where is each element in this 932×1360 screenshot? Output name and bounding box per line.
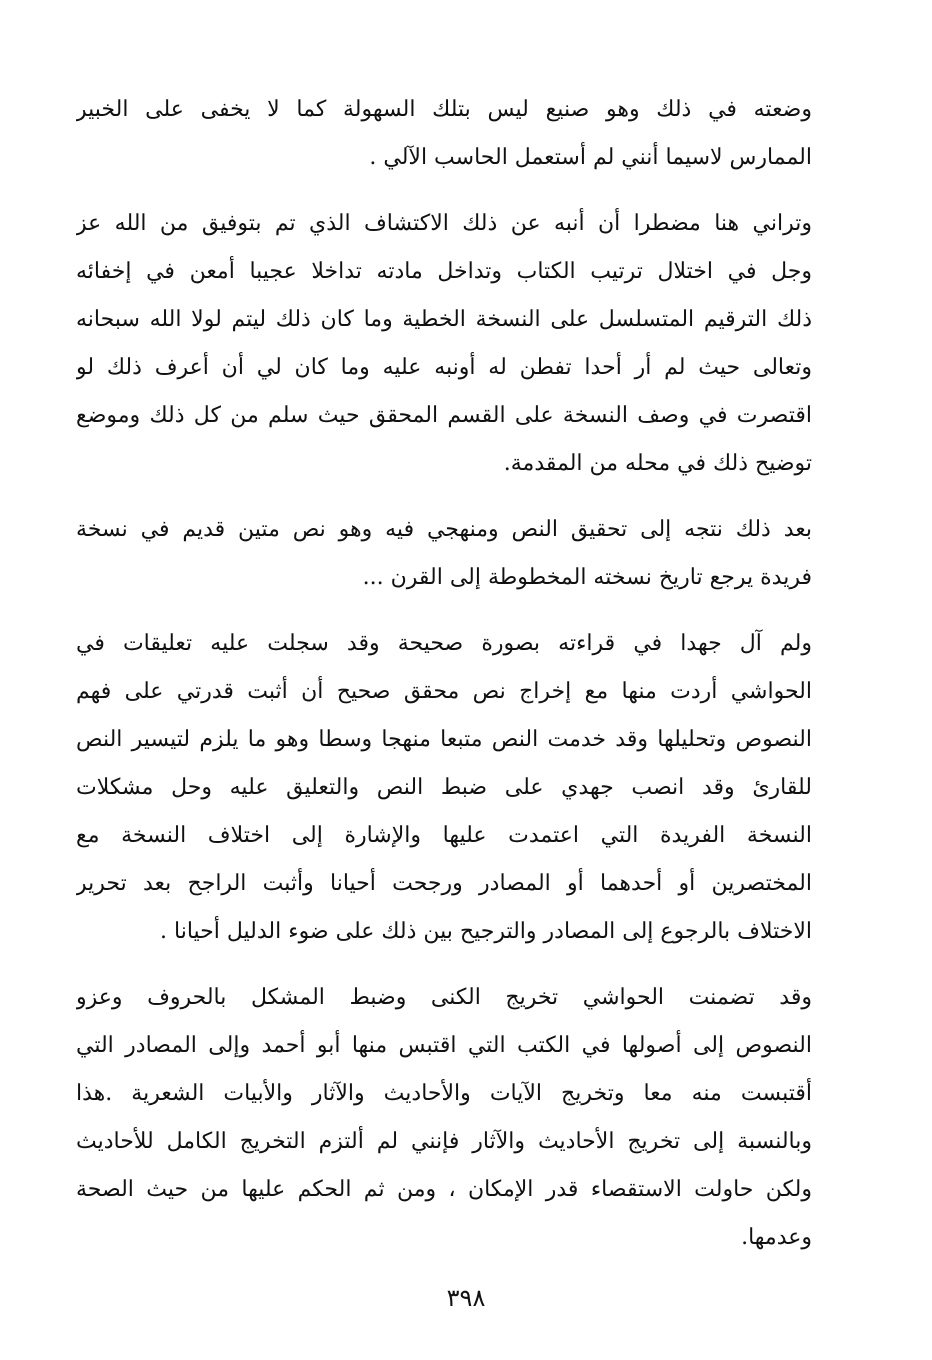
page-body <box>76 86 812 1286</box>
text-line: وجل في اختلال ترتيب الكتاب وتداخل مادته تداخلا عجيبا أمعن في إخفائه <box>76 259 812 284</box>
text-line: النسخة الفريدة التي اعتمدت عليها والإشارة إلى اختلاف النسخة مع <box>76 823 812 848</box>
paragraph-4 <box>76 620 812 956</box>
text-line: فريدة يرجع تاريخ نسخته المخطوطة إلى القرن ... <box>362 565 812 590</box>
text-line: للقارئ وقد انصب جهدي على ضبط النص والتعليق عليه وحل مشكلات <box>76 775 812 800</box>
text-line: الممارس لاسيما أنني لم أستعمل الحاسب الآلي . <box>369 145 812 170</box>
paragraph-5 <box>76 974 812 1262</box>
text-line: وضعته في ذلك وهو صنيع ليس بتلك السهولة كما لا يخفى على الخبير <box>76 97 812 122</box>
text-line: المختصرين أو أحدهما أو المصادر ورجحت أحيانا وأثبت الراجح بعد تحرير <box>76 871 812 896</box>
text-line: بعد ذلك نتجه إلى تحقيق النص ومنهجي فيه وهو نص متين قديم في نسخة <box>76 517 812 542</box>
text-line: أقتبست منه معا وتخريج الآيات والأحاديث والآثار والأبيات الشعرية .هذا <box>76 1081 812 1106</box>
text-line: وقد تضمنت الحواشي تخريج الكنى وضبط المشكل بالحروف وعزو <box>76 985 812 1010</box>
text-line: وبالنسبة إلى تخريج الأحاديث والآثار فإنني لم ألتزم التخريج الكامل للأحاديث <box>76 1129 812 1154</box>
text-line: توضيح ذلك في محله من المقدمة. <box>503 451 812 476</box>
text-line: وعدمها. <box>741 1225 812 1250</box>
page-number: ٣٩٨ <box>446 1284 486 1312</box>
paragraph-3 <box>76 506 812 602</box>
text-line: الاختلاف بالرجوع إلى المصادر والترجيح بين ذلك على ضوء الدليل أحيانا . <box>160 919 812 944</box>
text-line: النصوص إلى أصولها في الكتب التي اقتبس منها أبو أحمد وإلى المصادر التي <box>76 1033 812 1058</box>
text-line: وتعالى حيث لم أر أحدا تفطن له أونبه عليه وما كان لي أن أعرف ذلك لو <box>76 355 812 380</box>
text-line: ذلك الترقيم المتسلسل على النسخة الخطية وما كان ذلك ليتم لولا الله سبحانه <box>76 307 812 332</box>
text-line: اقتصرت في وصف النسخة على القسم المحقق حيث سلم من كل ذلك وموضع <box>76 403 812 428</box>
text-line: ولم آل جهدا في قراءته بصورة صحيحة وقد سجلت عليه تعليقات في <box>76 631 812 656</box>
text-line: ولكن حاولت الاستقصاء قدر الإمكان ، ومن ثم الحكم عليها من حيث الصحة <box>76 1177 812 1202</box>
paragraph-2 <box>76 200 812 488</box>
text-line: النصوص وتحليلها وقد خدمت النص متبعا منهجا وسطا وهو ما يلزم لتيسير النص <box>76 727 812 752</box>
paragraph-1 <box>76 86 812 182</box>
text-line: الحواشي أردت منها مع إخراج نص محقق صحيح أن أثبت قدرتي على فهم <box>76 679 812 704</box>
text-line: وتراني هنا مضطرا أن أنبه عن ذلك الاكتشاف الذي تم بتوفيق من الله عز <box>76 211 812 236</box>
